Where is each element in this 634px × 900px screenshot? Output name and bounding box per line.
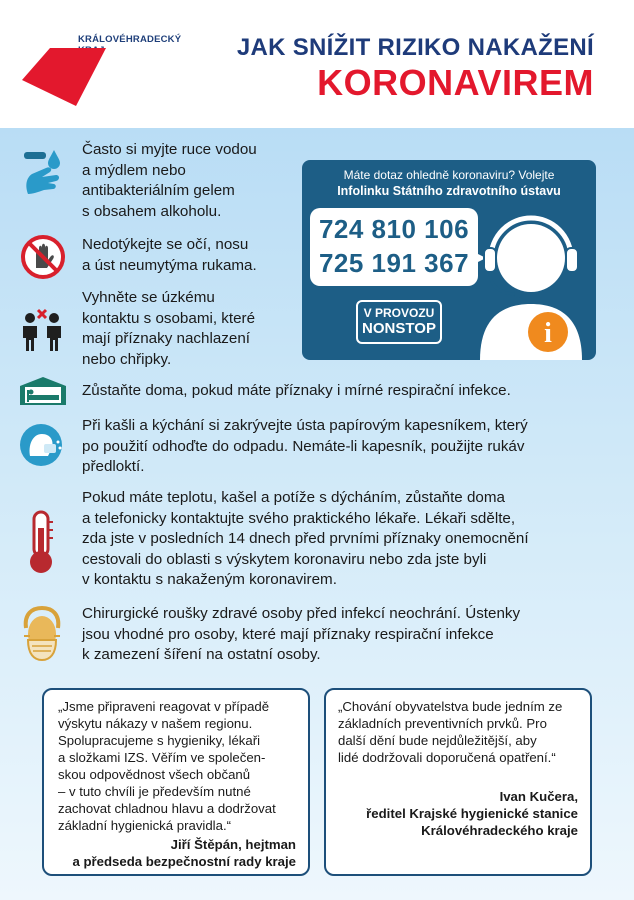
page-title: JAK SNÍŽIT RIZIKO NAKAŽENÍ <box>236 34 594 61</box>
header <box>0 0 634 128</box>
hotline-infobox <box>302 160 596 360</box>
tip-wash-hands: Často si myjte ruce vodou a mýdlem nebo antibakteriálním gelem s obsahem alkoholu. <box>82 141 257 220</box>
nonstop-label-bottom: NONSTOP <box>362 320 436 337</box>
hotline-question: Máte dotaz ohledně koronaviru? Volejte <box>343 168 555 182</box>
tip-stay-home: Zůstaňte doma, pokud máte příznaky i mírné respirační infekce. <box>82 382 511 399</box>
avoid-contact-icon <box>18 306 66 352</box>
thermometer-icon <box>26 510 56 576</box>
operator-headset-icon <box>472 200 590 360</box>
tip-no-touch: Nedotýkejte se očí, nosu a úst neumytýma rukama. <box>82 236 257 274</box>
nonstop-badge <box>356 300 442 344</box>
face-mask-icon <box>20 606 64 662</box>
tip-cough: Při kašli a kýchání si zakrývejte ústa papírovým kapesníkem, který po použití odhoďte do odpadu. Nemáte-li kapesník, použijte rukáv předloktí. <box>82 417 528 475</box>
hotline-name: Infolinku Státního zdravotního ústavu <box>337 184 561 198</box>
quote-box-left <box>42 688 310 876</box>
phone-number-2[interactable]: 725 191 367 <box>318 248 470 278</box>
phone-number-1[interactable]: 724 810 106 <box>318 214 470 244</box>
region-logo-icon <box>20 46 112 108</box>
logo-line1: KRÁLOVÉHRADECKÝ <box>78 34 182 45</box>
page-title-emphasis: KORONAVIREM <box>317 62 594 103</box>
nonstop-label-top: V PROVOZU <box>363 306 435 320</box>
hand-washing-icon <box>22 148 68 196</box>
no-touch-face-icon <box>20 234 66 280</box>
tip-avoid-contact: Vyhněte se úzkému kontaktu s osobami, které mají příznaky nachlazení nebo chřipky. <box>82 289 256 368</box>
cough-cover-icon <box>18 422 64 468</box>
tip-fever: Pokud máte teplotu, kašel a potíže s dýcháním, zůstaňte doma a telefonicky kontaktujte svého praktického lékaře. Lékaři sdělte, zda jste v posledních 14 dnech před prvními příznaky onemocnění cestovali do oblasti s výskytem koronaviru nebo zda jste byli v kontaktu s nakaženým koronavirem. <box>82 489 529 588</box>
quote-signature-right: Ivan Kučera, ředitel Krajské hygienické stanice Královéhradeckého kraje <box>366 789 578 838</box>
phone-bubble <box>310 208 478 286</box>
info-icon: i <box>544 318 552 349</box>
quote-box-right <box>324 688 592 876</box>
quote-signature-left: Jiří Štěpán, hejtman a předseda bezpečnostní rady kraje <box>72 837 296 869</box>
quote-text-left: „Jsme připraveni reagovat v případě výskytu nákazy v našem regionu. Spolupracujeme s hygieniky, lékaři a složkami IZS. Věřím ve společen- skou odpovědnost všech občanů – v tuto chvíli je především nutné zachovat chladnou hlavu a dodržovat základní hygienická pravidla.“ <box>58 699 276 833</box>
stay-home-bed-icon <box>18 376 68 406</box>
tip-mask: Chirurgické roušky zdravé osoby před infekcí neochrání. Ústenky jsou vhodné pro osoby, které mají příznaky respirační infekce k zamezení šíření na ostatní osoby. <box>82 605 521 663</box>
quote-text-right: „Chování obyvatelstva bude jedním ze základních preventivních prvků. Pro další dění bude nejdůležitější, aby lidé dodržovali doporučená opatření.“ <box>338 699 563 765</box>
